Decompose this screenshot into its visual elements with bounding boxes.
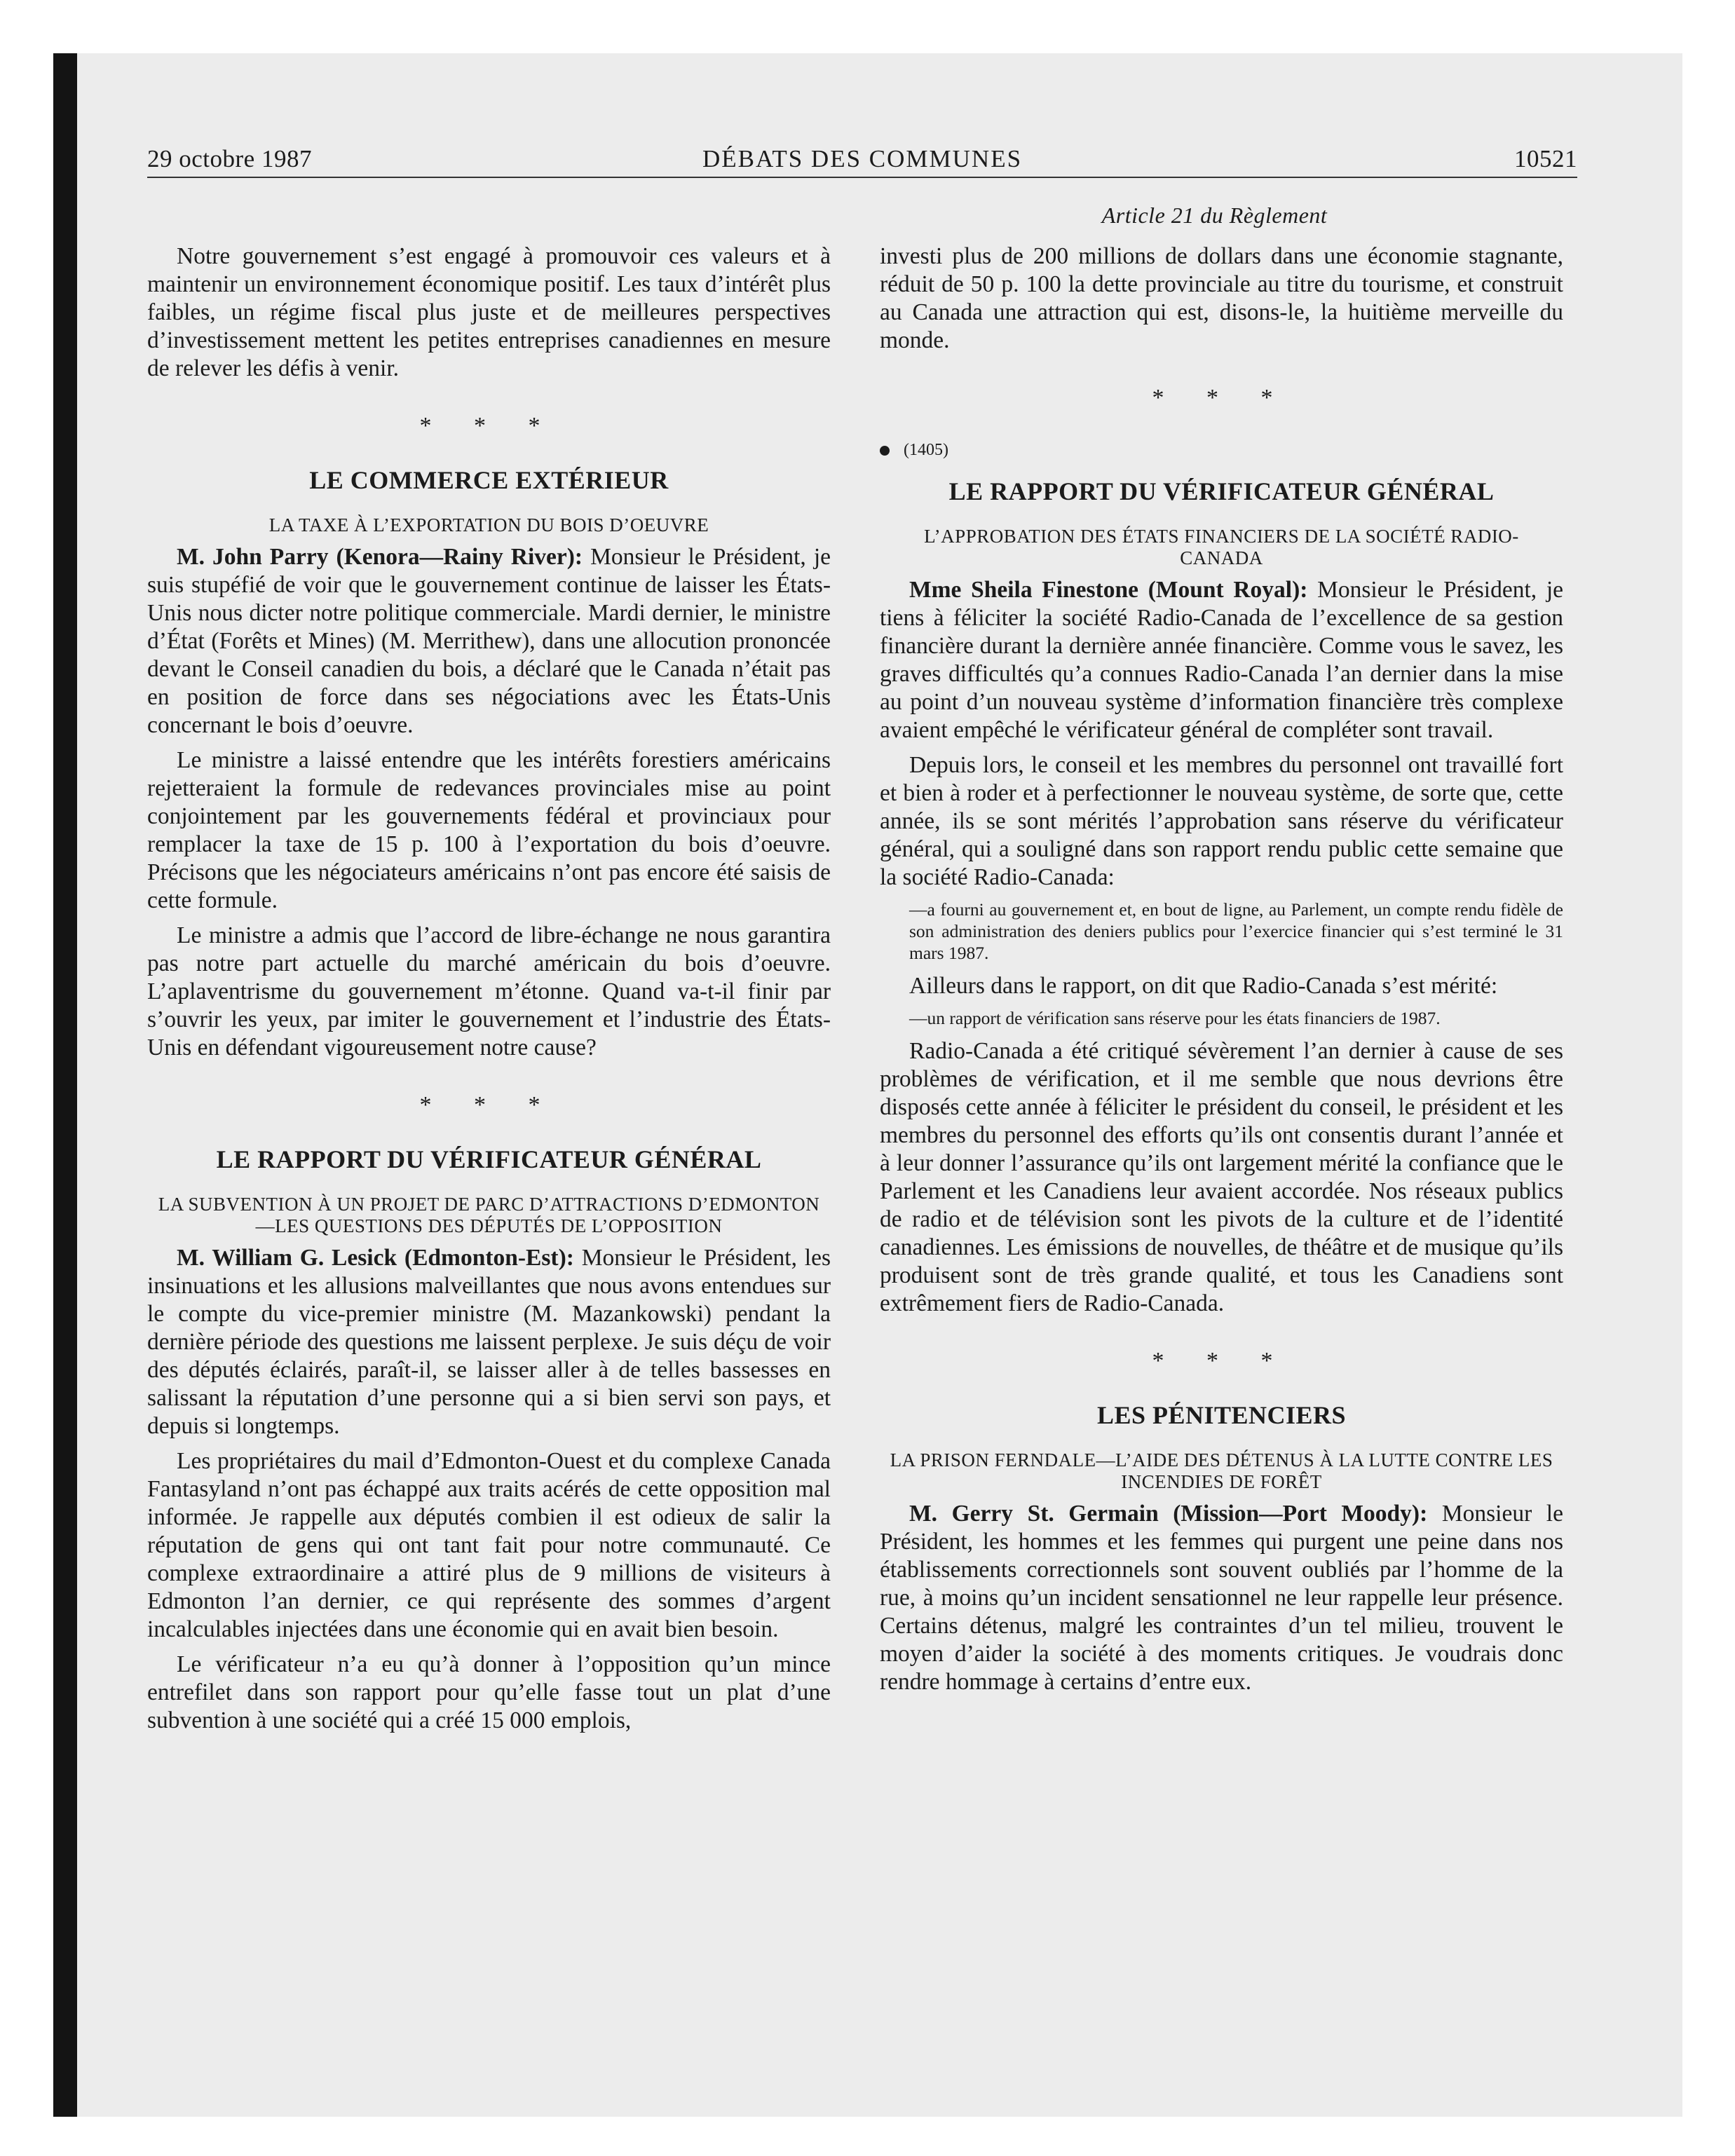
speaker-name: M. William G. Lesick (Edmonton-Est): [177, 1245, 574, 1271]
block-quote: —a fourni au gouvernement et, en bout de ligne, au Parlement, un compte rendu fidèle de son administration des deniers publics pour l’exercice financier qui s’est terminé le 31 mars 1987. [909, 899, 1563, 963]
section-separator: * * * [419, 1092, 559, 1118]
section-separator: * * * [419, 413, 559, 439]
speech-paragraph [147, 543, 831, 739]
section-heading: LES PÉNITENCIERS [1096, 1401, 1347, 1429]
block-quote: —un rapport de vérification sans réserve pour les états financiers de 1987. [909, 1008, 1441, 1028]
right-column [880, 243, 1563, 1703]
speech-paragraph [147, 1244, 831, 1440]
paragraph: Radio-Canada a été critiqué sévèrement l’an dernier à cause de ses problèmes de vérification, et il me semble que nous devrions être disposés cette année à féliciter le président du conseil, le président et les membres du personnel des efforts qu’ils ont consentis durant l’année et à leur donner l’assurance qu’ils ont largement mérité la confiance que le Parlement et les Canadiens leur avaient accordée. Nos réseaux publics de radio et de télévision sont les pivots de la culture et de l’identité canadiennes. Les émissions de nouvelles, de théâtre et de musique qu’ils produisent sont de très grande qualité, et tous les Canadiens sont extrêmement fiers de Radio-Canada. [880, 1038, 1563, 1316]
speech-text: Monsieur le Président, les hommes et les femmes qui purgent une peine dans nos établissements correctionnels sont souvent oubliés par l’homme de la rue, à moins qu’un incident sensationnel ne leur rappelle leur présence. Certains détenus, malgré les contraintes d’un tel milieu, trouvent le moyen d’aider la société à des moments critiques. Je voudrais donc rendre hommage à certains d’entre eux. [880, 1501, 1563, 1695]
header-date: 29 octobre 1987 [147, 145, 312, 172]
paragraph: Le ministre a admis que l’accord de libre-échange ne nous garantira pas notre part actuelle du marché américain du bois d’oeuvre. L’aplaventrisme du gouvernement m’étonne. Quand va-t-il finir par s’ouvrir les yeux, par imiter le gouvernement et l’industrie des États-Unis en défendant vigoureusement notre cause? [147, 922, 831, 1060]
section-heading: LE RAPPORT DU VÉRIFICATEUR GÉNÉRAL [948, 477, 1495, 505]
section-subheading: LA SUBVENTION À UN PROJET DE PARC D’ATTRACTIONS D’EDMONTON—LES QUESTIONS DES DÉPUTÉS DE L’OPPOSITION [158, 1194, 820, 1236]
header-rule [147, 177, 1577, 178]
bullet-icon [880, 446, 890, 456]
section-separator: * * * [1152, 385, 1291, 411]
header-title: DÉBATS DES COMMUNES [702, 145, 1023, 172]
header-page-number: 10521 [1514, 145, 1577, 172]
paragraph: Les propriétaires du mail d’Edmonton-Ouest et du complexe Canada Fantasyland n’ont pas échappé aux traits acérés de cette opposition mal informée. Je rappelle aux députés combien il est odieux de salir la réputation de gens qui ont tant fait pour notre communauté. Ce complexe extraordinaire a attiré plus de 9 millions de visiteurs à Edmonton l’an dernier, ce qui représente des sommes d’argent incalculables injectées dans une économie qui en avait bien besoin. [147, 1448, 831, 1642]
speech-text: Monsieur le Président, les insinuations et les allusions malveillantes que nous avons entendues sur le compte du vice-premier ministre (M. Mazankowski) pendant la dernière période des questions me laissent perplexe. Je suis déçu de voir des députés éclairés, paraît-il, se laisser aller à de telles bassesses en salissant la réputation d’une personne qui a si bien servi son pays, et depuis si longtemps. [147, 1245, 831, 1439]
time-marker [880, 437, 1563, 463]
paragraph: Ailleurs dans le rapport, on dit que Radio-Canada s’est mérité: [909, 973, 1498, 999]
time-marker-text: (1405) [904, 441, 948, 459]
section-subheading: L’APPROBATION DES ÉTATS FINANCIERS DE LA SOCIÉTÉ RADIO-CANADA [924, 526, 1519, 568]
section-heading: LE COMMERCE EXTÉRIEUR [309, 466, 669, 494]
paragraph: Le ministre a laissé entendre que les intérêts forestiers américains rejetteraient la formule de redevances provinciales mise au point conjointement par les gouvernements fédéral et provinciaux pour remplacer la taxe de 15 p. 100 à l’exportation du bois d’oeuvre. Précisons que les négociateurs américains n’ont pas encore été saisis de cette formule. [147, 747, 831, 913]
paragraph: Notre gouvernement s’est engagé à promouvoir ces valeurs et à maintenir un environnement économique positif. Les taux d’intérêt plus faibles, un régime fiscal plus juste et de meilleures perspectives d’investissement mettent les petites entreprises canadiennes en mesure de relever les défis à venir. [147, 243, 831, 381]
scan-binding-edge [53, 53, 77, 2117]
speech-paragraph [880, 1500, 1563, 1696]
section-subheading: LA PRISON FERNDALE—L’AIDE DES DÉTENUS À LA LUTTE CONTRE LES INCENDIES DE FORÊT [890, 1449, 1553, 1492]
speech-text: Monsieur le Président, je suis stupéfié de voir que le gouvernement continue de laisser les États-Unis nous dicter notre politique commerciale. Mardi dernier, le ministre d’État (Forêts et Mines) (M. Merrithew), dans une allocution prononcée devant le Conseil canadien du bois, a déclaré que le Canada n’était pas en position de force dans ses négociations avec les États-Unis concernant le bois d’oeuvre. [147, 544, 831, 738]
speaker-name: M. John Parry (Kenora—Rainy River): [177, 544, 583, 570]
page [147, 0, 1577, 2156]
paragraph: Le vérificateur n’a eu qu’à donner à l’opposition qu’un mince entrefilet dans son rapport pour qu’elle fasse tout un plat d’une subvention à une société qui a créé 15 000 emplois, [147, 1651, 831, 1733]
running-head: Article 21 du Règlement [1101, 203, 1328, 228]
speech-paragraph [880, 576, 1563, 744]
section-heading: LE RAPPORT DU VÉRIFICATEUR GÉNÉRAL [216, 1145, 762, 1173]
paragraph: Depuis lors, le conseil et les membres du personnel ont travaillé fort et bien à roder et à perfectionner le nouveau système, de sorte que, cette année, ils se sont mérités l’approbation sans réserve du vérificateur général, qui a souligné dans son rapport rendu public cette semaine que la société Radio-Canada: [880, 752, 1563, 890]
left-column [147, 243, 831, 1742]
section-separator: * * * [1152, 1348, 1291, 1374]
section-subheading: LA TAXE À L’EXPORTATION DU BOIS D’OEUVRE [268, 514, 709, 535]
speech-text: Monsieur le Président, je tiens à féliciter la société Radio-Canada de l’excellence de sa gestion financière durant la dernière année financière. Comme vous le savez, les graves difficultés qu’a connues Radio-Canada l’an dernier dans la mise au point d’un nouveau système d’information financière très complexe avaient empêché le vérificateur général de compléter sont travail. [880, 577, 1564, 743]
speaker-name: M. Gerry St. Germain (Mission—Port Moody): [909, 1501, 1428, 1527]
speaker-name: Mme Sheila Finestone (Mount Royal): [909, 577, 1308, 603]
paragraph-continued: investi plus de 200 millions de dollars dans une économie stagnante, réduit de 50 p. 100 la dette provinciale au titre du tourisme, et construit au Canada une attraction qui est, disons-le, la huitième merveille du monde. [880, 243, 1563, 353]
